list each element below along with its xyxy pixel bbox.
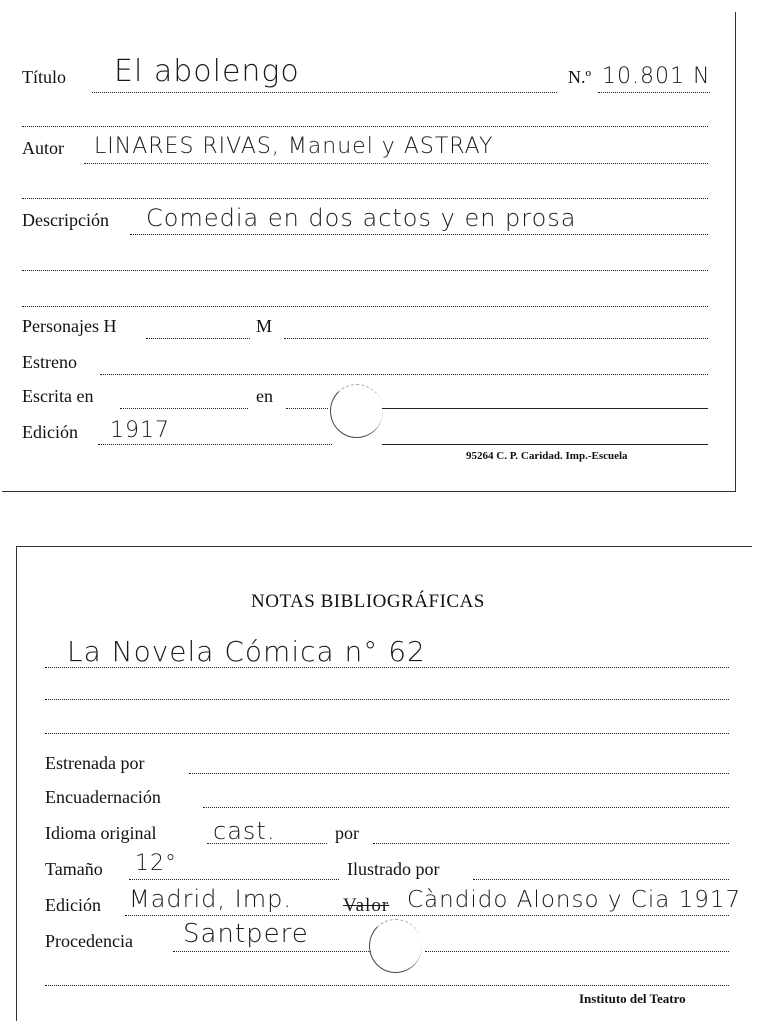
- por-label: por: [335, 823, 359, 843]
- separator-line: [22, 126, 708, 127]
- ilustrado-line: [473, 879, 729, 880]
- notes-value: La Novela Cómica n° 62: [67, 635, 426, 668]
- personajes-m-line: [284, 338, 708, 339]
- edicion-struck-text: Valor: [343, 895, 390, 916]
- procedencia-line-2: [425, 951, 729, 952]
- edicion-label: Edición: [45, 895, 101, 915]
- escrita-label: Escrita en: [22, 386, 94, 406]
- edicion-line-2: [382, 444, 708, 445]
- escrita-en-line: [286, 408, 328, 409]
- procedencia-line: [173, 951, 371, 952]
- descripcion-line: [130, 234, 708, 235]
- por-line: [373, 843, 729, 844]
- edicion-value: 1917: [110, 418, 170, 443]
- autor-line: [84, 163, 708, 164]
- punch-hole: [330, 384, 383, 438]
- personajes-h-line: [146, 338, 250, 339]
- notes-line: [45, 733, 729, 734]
- encuadernacion-line: [203, 807, 729, 808]
- titulo-label: Título: [22, 67, 66, 87]
- institution-footer: Instituto del Teatro: [579, 991, 686, 1006]
- notas-heading: NOTAS BIBLIOGRÁFICAS: [251, 591, 485, 612]
- autor-label: Autor: [22, 138, 64, 158]
- titulo-value: El abolengo: [114, 54, 300, 89]
- edicion-line: [125, 915, 729, 916]
- tamano-line: [129, 879, 339, 880]
- separator-line: [22, 270, 708, 271]
- idioma-value: cast.: [213, 817, 276, 845]
- personajes-m-label: M: [256, 316, 273, 336]
- personajes-label: Personajes H: [22, 316, 117, 336]
- edicion-value-a: Madrid, Imp.: [129, 885, 292, 913]
- descripcion-label: Descripción: [22, 210, 109, 230]
- punch-hole: [369, 919, 422, 973]
- escrita-en-label: en: [256, 386, 273, 406]
- numero-value: 10.801 N: [602, 64, 711, 89]
- notes-line: [45, 699, 729, 700]
- tamano-label: Tamaño: [45, 859, 103, 879]
- idioma-label: Idioma original: [45, 823, 157, 843]
- escrita-en-line-2: [382, 408, 708, 409]
- procedencia-label: Procedencia: [45, 931, 133, 951]
- edicion-label: Edición: [22, 422, 78, 442]
- edicion-line: [98, 444, 332, 445]
- separator-line: [22, 198, 708, 199]
- catalog-card-bottom: [16, 546, 752, 1021]
- tamano-value: 12°: [135, 851, 177, 876]
- separator-line: [45, 985, 729, 986]
- edicion-value-b: Càndido Alonso y Cia 1917: [407, 887, 742, 913]
- procedencia-value: Santpere: [183, 919, 309, 949]
- autor-value: LINARES RIVAS, Manuel y ASTRAY: [94, 134, 494, 159]
- encuadernacion-label: Encuadernación: [45, 787, 161, 807]
- catalog-card-top: [2, 12, 736, 492]
- estreno-label: Estreno: [22, 352, 77, 372]
- ilustrado-label: Ilustrado por: [347, 859, 440, 879]
- separator-line: [22, 306, 708, 307]
- estreno-line: [100, 374, 708, 375]
- estrenada-line: [189, 773, 729, 774]
- numero-label: N.º: [568, 67, 592, 87]
- numero-line: [598, 92, 710, 93]
- descripcion-value: Comedia en dos actos y en prosa: [146, 204, 577, 232]
- printer-imprint: 95264 C. P. Caridad. Imp.-Escuela: [466, 450, 628, 462]
- estrenada-label: Estrenada por: [45, 753, 145, 773]
- titulo-line: [92, 92, 557, 93]
- escrita-line: [120, 408, 248, 409]
